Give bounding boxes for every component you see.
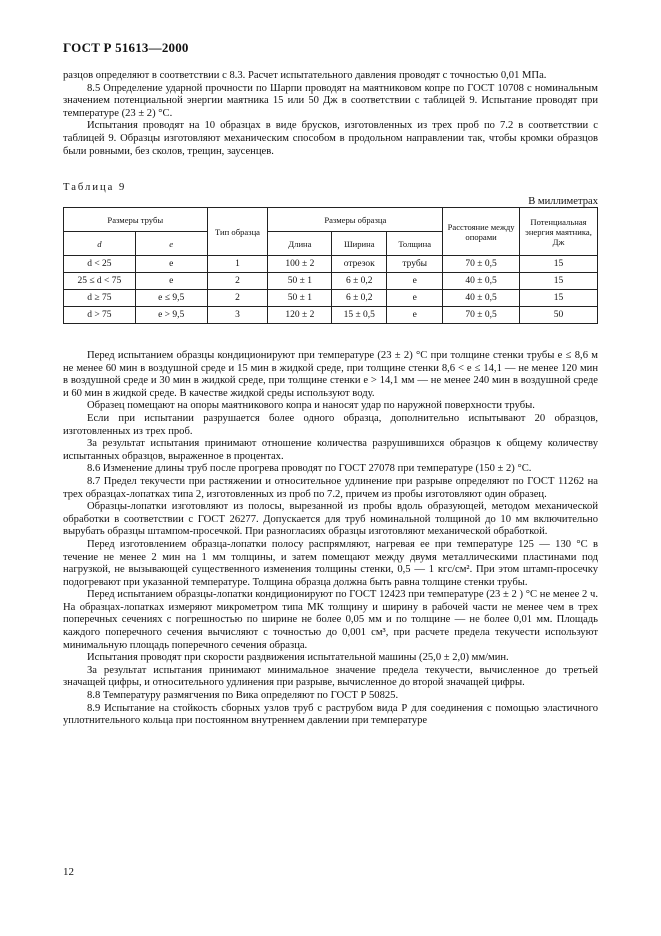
top-text-block <box>63 70 598 158</box>
cell-thickness: e <box>387 307 443 324</box>
cell-e: e ≤ 9,5 <box>135 290 207 307</box>
paragraph: 8.9 Испытание на стойкость сборных узлов труб с раструбом вида Р для соединения с помощью эластичного уплотнительного кольца при постоянном внутреннем давлении при температуре <box>63 702 598 727</box>
cell-length: 120 ± 2 <box>268 307 332 324</box>
header-support-distance: Расстояние между опорами <box>443 208 520 256</box>
paragraph: Перед изготовлением образца-лопатки полосу распрямляют, нагревая ее при температуре 125 — 130 °С в течение не менее 2 мин на 1 мм толщины, и затем помещают между двумя металлическими пластинами под нагрузкой, не вызывающей существенного изменения толщины стенки, 0,5 — 1 кгс/см². При этом штамп-просечку подогревают при указанной температуре. Толщина образца должна быть равна толщине стенки трубы. <box>63 538 598 588</box>
paragraph: 8.7 Предел текучести при растяжении и относительное удлинение при разрыве определяют по ГОСТ 11262 на трех образцах-лопатках типа 2, изготовленных из проб по 7.2, причем из пробы изготовляют один образец. <box>63 475 598 500</box>
cell-distance: 40 ± 0,5 <box>443 273 520 290</box>
cell-distance: 70 ± 0,5 <box>443 256 520 273</box>
paragraph: 8.8 Температуру размягчения по Вика определяют по ГОСТ Р 50825. <box>87 690 399 702</box>
cell-type: 3 <box>207 307 268 324</box>
cell-type: 2 <box>207 290 268 307</box>
header-d: d <box>64 232 136 256</box>
cell-type: 1 <box>207 256 268 273</box>
header-length: Длина <box>268 232 332 256</box>
paragraph: разцов определяют в соответствии с 8.3. Расчет испытательного давления проводят с точностью 0,01 МПа. <box>63 70 547 81</box>
header-e: e <box>135 232 207 256</box>
cell-e: e <box>135 256 207 273</box>
cell-energy: 15 <box>520 256 598 273</box>
table-9 <box>63 207 598 324</box>
table-row <box>64 256 598 273</box>
page-number: 12 <box>63 866 74 878</box>
cell-width: отрезок <box>332 256 387 273</box>
cell-distance: 40 ± 0,5 <box>443 290 520 307</box>
cell-energy: 15 <box>520 290 598 307</box>
header-width: Ширина <box>332 232 387 256</box>
table-caption: Таблица 9 <box>63 182 127 193</box>
paragraph: 8.6 Изменение длины труб после прогрева проводят по ГОСТ 27078 при температуре (150 ± 2) °С. <box>87 463 532 475</box>
paragraph: Образцы-лопатки изготовляют из полосы, вырезанной из пробы вдоль образующей, методом механической обработки в соответствии с ГОСТ 26277. Допускается для труб номинальной толщиной до 10 мм включительно вырубать образцы штампом-просечкой. При разногласиях образцы изготовляют механической обработкой. <box>63 501 598 538</box>
cell-type: 2 <box>207 273 268 290</box>
cell-length: 50 ± 1 <box>268 290 332 307</box>
table-row <box>64 290 598 307</box>
document-header: ГОСТ Р 51613—2000 <box>63 40 189 55</box>
cell-length: 100 ± 2 <box>268 256 332 273</box>
paragraph: 8.5 Определение ударной прочности по Шарпи проводят на маятниковом копре по ГОСТ 10708 с номинальным значением потенциальной энергии маятника 15 или 50 Дж в соответствии с таблицей 9. Испытание проводят при температуре (23 ± 2) °С. <box>63 82 598 119</box>
cell-thickness: e <box>387 290 443 307</box>
paragraph: Испытания проводят при скорости раздвижения испытательной машины (25,0 ± 2,0) мм/мин. <box>87 652 509 664</box>
cell-width: 15 ± 0,5 <box>332 307 387 324</box>
bottom-text-block <box>63 350 598 728</box>
paragraph: Образец помещают на опоры маятникового копра и наносят удар по наружной поверхности трубы. <box>87 400 535 412</box>
cell-e: e <box>135 273 207 290</box>
cell-d: d > 75 <box>64 307 136 324</box>
paragraph: За результат испытания принимают минимальное значение предела текучести, вычисленное до третьей значащей цифры, и относительного удлинения при разрыве, вычисленное до второй значащей цифры. <box>63 664 598 689</box>
table-row <box>64 273 598 290</box>
cell-thickness: e <box>387 273 443 290</box>
cell-thickness: трубы <box>387 256 443 273</box>
header-sample-dimensions: Размеры образца <box>268 208 443 232</box>
cell-d: 25 ≤ d < 75 <box>64 273 136 290</box>
table-row <box>64 307 598 324</box>
cell-e: e > 9,5 <box>135 307 207 324</box>
cell-width: 6 ± 0,2 <box>332 273 387 290</box>
cell-width: 6 ± 0,2 <box>332 290 387 307</box>
header-pendulum-energy: Потенциальная энергия маятника, Дж <box>520 208 598 256</box>
cell-energy: 15 <box>520 273 598 290</box>
cell-distance: 70 ± 0,5 <box>443 307 520 324</box>
cell-d: d < 25 <box>64 256 136 273</box>
cell-length: 50 ± 1 <box>268 273 332 290</box>
header-sample-type: Тип образца <box>207 208 268 256</box>
paragraph: Перед испытанием образцы кондиционируют при температуре (23 ± 2) °С при толщине стенки трубы e ≤ 8,6 м не менее 60 мин в воздушной среде и 15 мин в жидкой среде, при толщине стенки 8,6 < e ≤ 14,1 — не менее 120 мин в воздушной среде и 30 мин в жидкой среде, при толщине стенки e > 14,1 мм — не менее 240 мин в воздушной среде и 60 мин в жидкой среде. В качестве жидкой среды используют воду. <box>63 350 598 399</box>
paragraph: Перед испытанием образцы-лопатки кондиционируют по ГОСТ 12423 при температуре (23 ± 2 ) °С не менее 2 ч. На образцах-лопатках измеряют микрометром типа МК толщину и ширину в рабочей части не менее чем в трех поперечных сечениях с погрешностью по ширине не более 0,05 мм и по толщине — не более 0,01 мм. Площадь каждого поперечного сечения вычисляют с точностью до 0,001 см³, при расчете предела текучести используют минимальную площадь поперечного сечения образца. <box>63 589 598 651</box>
paragraph: Испытания проводят на 10 образцах в виде брусков, изготовленных из трех проб по 7.2 в соответствии с таблицей 9. Образцы изготовляют механическим способом в продольном направлении так, чтобы кромки образцов были ровными, без сколов, трещин, заусенцев. <box>63 120 598 157</box>
cell-energy: 50 <box>520 307 598 324</box>
cell-d: d ≥ 75 <box>64 290 136 307</box>
header-thickness: Толщина <box>387 232 443 256</box>
header-pipe-dimensions: Размеры трубы <box>64 208 208 232</box>
paragraph: За результат испытания принимают отношение количества разрушившихся образцов к общему количеству испытанных образцов, выраженное в процентах. <box>63 438 598 462</box>
table-unit: В миллиметрах <box>528 196 598 207</box>
paragraph: Если при испытании разрушается более одного образца, дополнительно испытывают 20 образцов, изготовленных из трех проб. <box>63 412 598 437</box>
